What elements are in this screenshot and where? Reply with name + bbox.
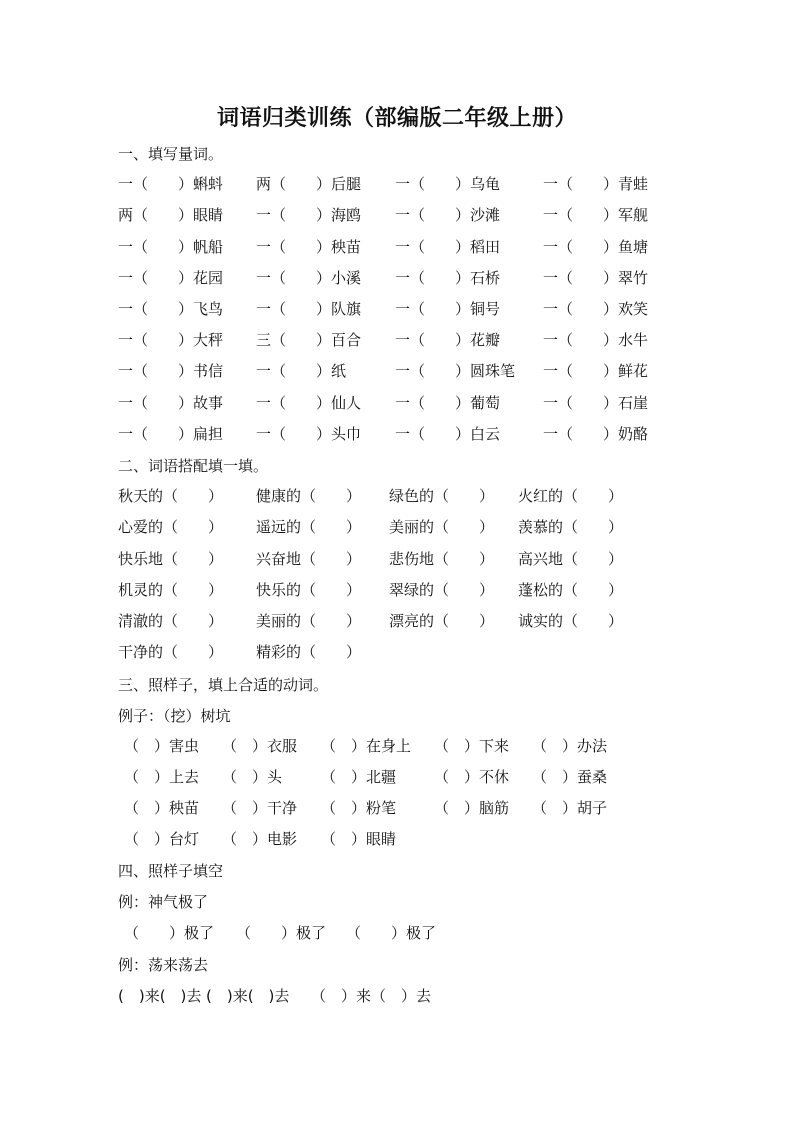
fill-blank-item: 一（ ）水牛: [543, 331, 649, 349]
fill-blank-item: 一（ ）乌龟: [395, 175, 501, 193]
section-4-example-1: 例：神气极了: [118, 893, 209, 911]
fill-blank-item: 一（ ）帆船: [118, 238, 224, 256]
fill-blank-item: 一（ ）纸: [256, 362, 347, 380]
fill-blank-item: （ ）来（ ）去: [311, 987, 432, 1005]
fill-blank-item: （ ）胡子: [532, 799, 608, 817]
quantifier-row: [0, 173, 794, 195]
fill-blank-item: （ ）办法: [532, 737, 608, 755]
fill-blank-item: 美丽的（ ）: [256, 612, 362, 630]
fill-blank-item: （ ）台灯: [124, 830, 200, 848]
fill-blank-item: 一（ ）白云: [395, 425, 501, 443]
page-title: 词语归类训练（部编版二年级上册）: [216, 106, 577, 131]
fill-blank-item: 一（ ）葡萄: [395, 394, 501, 412]
fill-blank-item: （ ）上去: [124, 768, 200, 786]
fill-blank-item: 两（ ）眼睛: [118, 206, 224, 224]
collocation-row: [0, 579, 794, 601]
fill-blank-item: 一（ ）仙人: [256, 394, 362, 412]
fill-blank-item: （ ）害虫: [124, 737, 200, 755]
fill-blank-item: 一（ ）鱼塘: [543, 238, 649, 256]
fill-blank-item: （ ）眼睛: [321, 830, 397, 848]
fill-blank-item: （ ）极了: [346, 924, 437, 942]
fill-blank-item: （ ）在身上: [321, 737, 412, 755]
fill-blank-item: 绿色的（ ）: [389, 487, 495, 505]
section-4-example-2: 例：荡来荡去: [118, 956, 209, 974]
fill-blank-item: 一（ ）蝌蚪: [118, 175, 224, 193]
collocation-row: [0, 485, 794, 507]
verb-row: [0, 766, 794, 788]
verb-row: [0, 797, 794, 819]
fill-blank-item: 一（ ）石桥: [395, 269, 501, 287]
quantifier-row: [0, 329, 794, 351]
fill-blank-item: （ ）干净: [222, 799, 298, 817]
collocation-row: [0, 516, 794, 538]
fill-blank-item: 一（ ）队旗: [256, 300, 362, 318]
fill-blank-item: ( )来( )去: [118, 987, 202, 1005]
fill-blank-item: 遥远的（ ）: [256, 518, 362, 536]
verb-row: [0, 735, 794, 757]
fill-blank-item: 一（ ）沙滩: [395, 206, 501, 224]
fill-blank-item: 机灵的（ ）: [118, 581, 224, 599]
collocation-row: [0, 610, 794, 632]
fill-blank-item: 羡慕的（ ）: [518, 518, 624, 536]
fill-blank-item: 一（ ）飞鸟: [118, 300, 224, 318]
fill-blank-item: （ ）极了: [124, 924, 215, 942]
fill-blank-item: 美丽的（ ）: [389, 518, 495, 536]
quantifier-row: [0, 298, 794, 320]
fill-blank-item: 一（ ）鲜花: [543, 362, 649, 380]
fill-blank-item: 蓬松的（ ）: [518, 581, 624, 599]
fill-blank-item: 快乐地（ ）: [118, 550, 224, 568]
pattern-row-1: [0, 922, 794, 944]
fill-blank-item: 翠绿的（ ）: [389, 581, 495, 599]
verb-row: [0, 828, 794, 850]
section-4-heading: 四、照样子填空: [118, 862, 224, 880]
fill-blank-item: 一（ ）海鸥: [256, 206, 362, 224]
fill-blank-item: 诚实的（ ）: [518, 612, 624, 630]
fill-blank-item: 一（ ）故事: [118, 394, 224, 412]
fill-blank-item: 一（ ）花园: [118, 269, 224, 287]
fill-blank-item: 一（ ）花瓣: [395, 331, 501, 349]
fill-blank-item: （ ）不休: [434, 768, 510, 786]
section-1-heading: 一、填写量词。: [118, 145, 224, 163]
quantifier-row: [0, 392, 794, 414]
fill-blank-item: 一（ ）秧苗: [256, 238, 362, 256]
fill-blank-item: 心爱的（ ）: [118, 518, 224, 536]
fill-blank-item: 健康的（ ）: [256, 487, 362, 505]
fill-blank-item: 兴奋地（ ）: [256, 550, 362, 568]
fill-blank-item: 一（ ）奶酪: [543, 425, 649, 443]
pattern-row-2: [0, 985, 794, 1007]
fill-blank-item: 一（ ）铜号: [395, 300, 501, 318]
fill-blank-item: （ ）蚕桑: [532, 768, 608, 786]
section-3-example: 例子：（挖）树坑: [118, 707, 231, 725]
quantifier-row: [0, 423, 794, 445]
fill-blank-item: 一（ ）翠竹: [543, 269, 649, 287]
fill-blank-item: ( )来( )去: [206, 987, 290, 1005]
fill-blank-item: 干净的（ ）: [118, 643, 224, 661]
fill-blank-item: （ ）电影: [222, 830, 298, 848]
fill-blank-item: （ ）脑筋: [434, 799, 510, 817]
fill-blank-item: （ ）衣服: [222, 737, 298, 755]
fill-blank-item: 一（ ）扁担: [118, 425, 224, 443]
section-3-heading: 三、照样子，填上合适的动词。: [118, 676, 329, 694]
quantifier-row: [0, 360, 794, 382]
fill-blank-item: 高兴地（ ）: [518, 550, 624, 568]
fill-blank-item: （ ）秧苗: [124, 799, 200, 817]
fill-blank-item: （ ）极了: [236, 924, 327, 942]
fill-blank-item: 快乐的（ ）: [256, 581, 362, 599]
fill-blank-item: 一（ ）小溪: [256, 269, 362, 287]
fill-blank-item: 三（ ）百合: [256, 331, 362, 349]
fill-blank-item: 清澈的（ ）: [118, 612, 224, 630]
section-2-heading: 二、词语搭配填一填。: [118, 457, 269, 475]
fill-blank-item: 秋天的（ ）: [118, 487, 224, 505]
fill-blank-item: 一（ ）石崖: [543, 394, 649, 412]
fill-blank-item: 精彩的（ ）: [256, 643, 362, 661]
fill-blank-item: （ ）粉笔: [321, 799, 397, 817]
quantifier-row: [0, 204, 794, 226]
fill-blank-item: 一（ ）欢笑: [543, 300, 649, 318]
fill-blank-item: 悲伤地（ ）: [389, 550, 495, 568]
fill-blank-item: 漂亮的（ ）: [389, 612, 495, 630]
quantifier-row: [0, 267, 794, 289]
fill-blank-item: 一（ ）青蛙: [543, 175, 649, 193]
fill-blank-item: 一（ ）大秤: [118, 331, 224, 349]
fill-blank-item: （ ）头: [222, 768, 283, 786]
fill-blank-item: 火红的（ ）: [518, 487, 624, 505]
fill-blank-item: 一（ ）圆珠笔: [395, 362, 516, 380]
quantifier-row: [0, 236, 794, 258]
fill-blank-item: 一（ ）军舰: [543, 206, 649, 224]
fill-blank-item: （ ）下来: [434, 737, 510, 755]
fill-blank-item: 一（ ）头巾: [256, 425, 362, 443]
collocation-row: [0, 548, 794, 570]
fill-blank-item: 一（ ）稻田: [395, 238, 501, 256]
fill-blank-item: （ ）北疆: [321, 768, 397, 786]
fill-blank-item: 一（ ）书信: [118, 362, 224, 380]
collocation-row: [0, 641, 794, 663]
fill-blank-item: 两（ ）后腿: [256, 175, 362, 193]
